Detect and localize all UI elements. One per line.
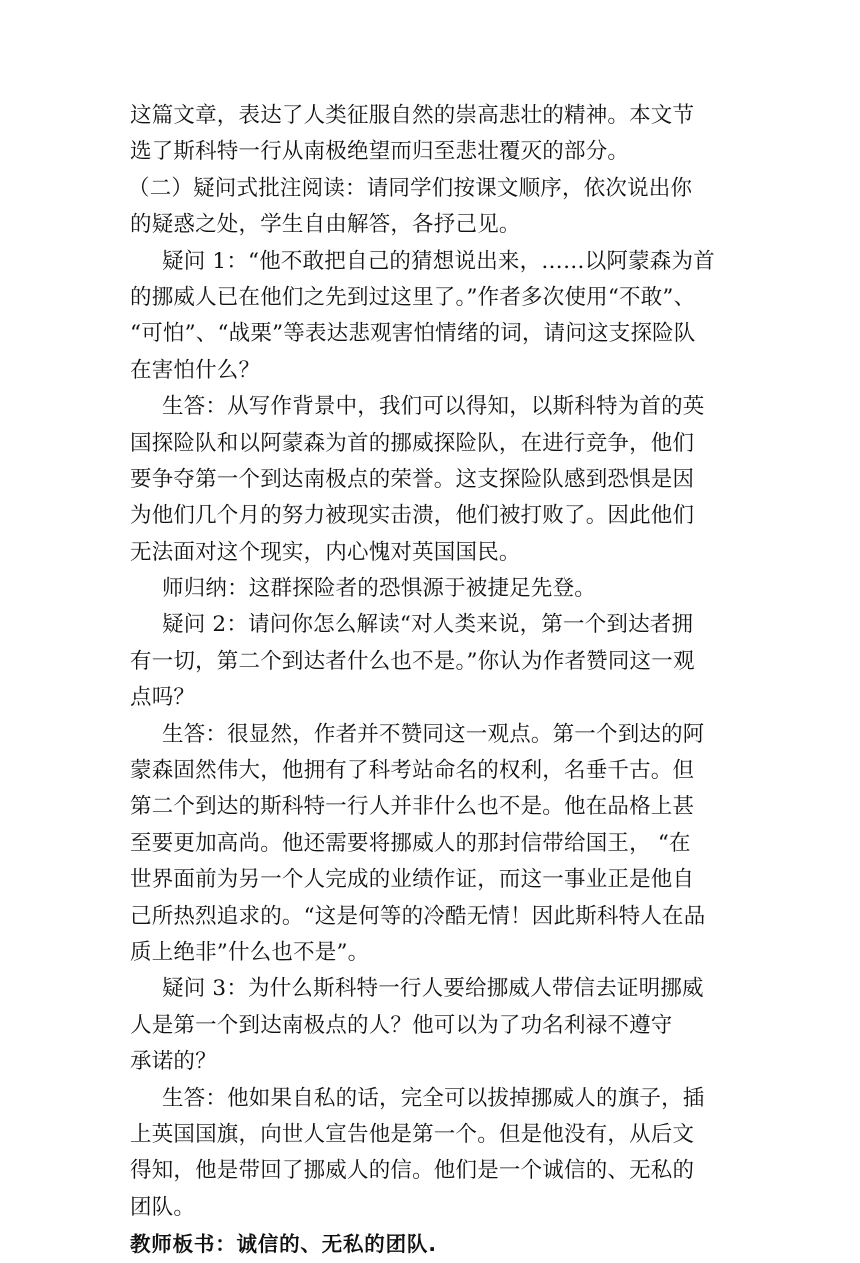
text-line: 第二个到达的斯科特一行人并非什么也不是。他在品格上甚 [130, 794, 695, 820]
text-line: 国探险队和以阿蒙森为首的挪威探险队，在进行竞争，他们 [130, 430, 695, 456]
text-line: 上英国国旗，向世人宣告他是第一个。但是他没有，从后文 [130, 1121, 695, 1147]
text-line: 为他们几个月的努力被现实击溃，他们被打败了。因此他们 [130, 503, 695, 529]
text-line: 的疑惑之处，学生自由解答，各抒己见。 [130, 212, 521, 238]
text-line: 点吗？ [130, 685, 196, 711]
text-line: 世界面前为另一个人完成的业绩作证，而这一事业正是他自 [130, 867, 695, 893]
text-line: 选了斯科特一行从南极绝望而归至悲壮覆灭的部分。 [130, 139, 630, 165]
question-2: 疑问 2：请问你怎么解读“对人类来说，第一个到达者拥 [162, 612, 694, 638]
text-line: 团队。 [130, 1194, 196, 1220]
teacher-board-note: 教师板书：诚信的、无私的团队. [130, 1232, 437, 1257]
text-line: 至要更加高尚。他还需要将挪威人的那封信带给国王， “在 [130, 830, 691, 856]
question-1: 疑问 1：“他不敢把自己的猜想说出来，……以阿蒙森为首 [162, 248, 715, 274]
text-line: 得知，他是带回了挪威人的信。他们是一个诚信的、无私的 [130, 1158, 695, 1184]
question-3: 疑问 3：为什么斯科特一行人要给挪威人带信去证明挪威 [162, 976, 704, 1002]
text-line: 无法面对这个现实，内心愧对英国国民。 [130, 539, 521, 565]
text-line: 在害怕什么？ [130, 357, 261, 383]
answer-3: 生答：他如果自私的话，完全可以拔掉挪威人的旗子，插 [162, 1085, 705, 1111]
text-line: “可怕”、“战栗”等表达悲观害怕情绪的词，请问这支探险队 [130, 321, 696, 347]
text-line: 的挪威人已在他们之先到过这里了。”作者多次使用“不敢”、 [130, 284, 696, 310]
text-line: 承诺的？ [130, 1049, 217, 1075]
text-line: 有一切，第二个到达者什么也不是。”你认为作者赞同这一观 [130, 648, 695, 674]
answer-2: 生答：很显然，作者并不赞同这一观点。第一个到达的阿 [162, 721, 705, 747]
text-line: 质上绝非”什么也不是”。 [130, 939, 370, 965]
text-line: 己所热烈追求的。“这是何等的冷酷无情！因此斯科特人在品 [130, 903, 706, 929]
text-line: 这篇文章，表达了人类征服自然的崇高悲壮的精神。本文节 [130, 103, 695, 128]
answer-1: 生答：从写作背景中，我们可以得知，以斯科特为首的英 [162, 394, 705, 420]
teacher-summary: 师归纳：这群探险者的恐惧源于被捷足先登。 [162, 576, 597, 602]
text-line: 人是第一个到达南极点的人？他可以为了功名利禄不遵守 [130, 1012, 673, 1038]
text-line: 要争夺第一个到达南极点的荣誉。这支探险队感到恐惧是因 [130, 466, 695, 492]
text-line: 蒙森固然伟大，他拥有了科考站命名的权利，名垂千古。但 [130, 758, 695, 784]
document-page [130, 98, 734, 1263]
section-heading: （二）疑问式批注阅读：请同学们按课文顺序，依次说出你 [128, 175, 693, 201]
